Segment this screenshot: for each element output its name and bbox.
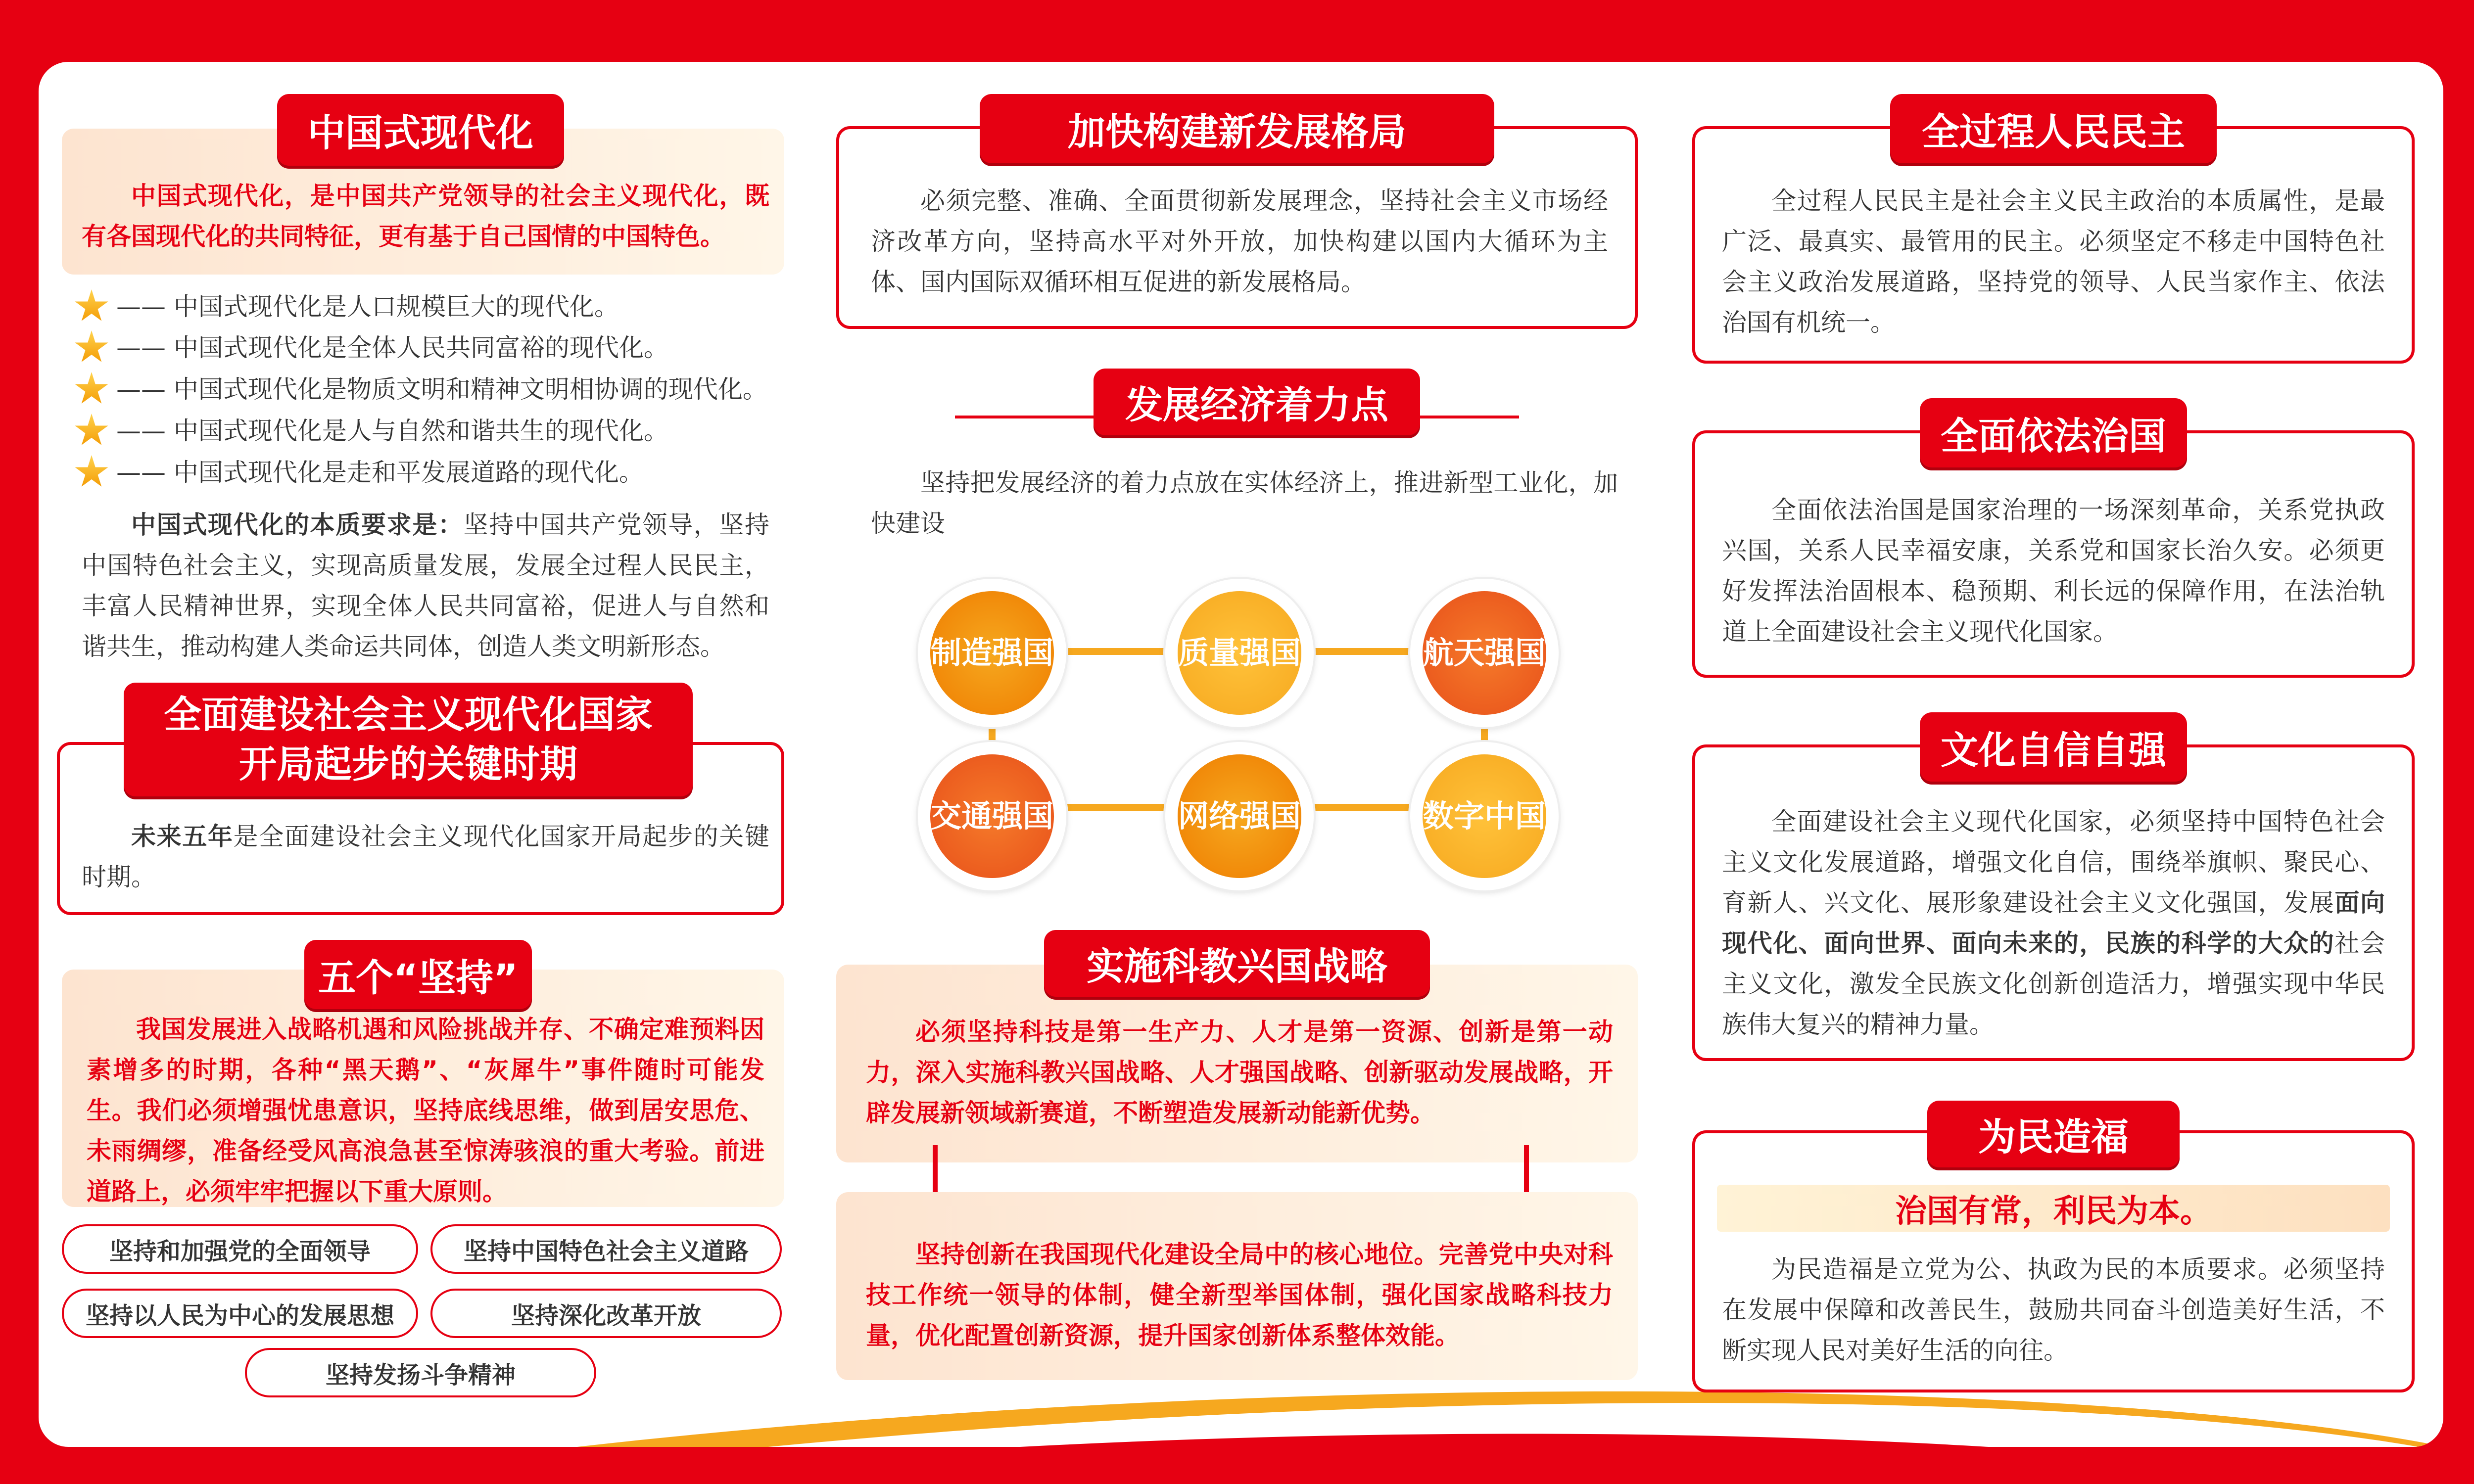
- list-item: —— 中国式现代化是走和平发展道路的现代化。: [116, 458, 644, 487]
- section-text: 必须坚持科技是第一生产力、人才是第一资源、创新是第一动力，深入实施科教兴国战略、人才强国战略、创新驱动发展战略，开辟发展新领域新赛道，不断塑造发展新动能新优势。: [866, 1018, 1613, 1127]
- focus-circle: 制造 强国: [918, 579, 1066, 727]
- focus-circle: 质量 强国: [1165, 579, 1314, 727]
- section-title: 文化自信自强: [1920, 712, 2187, 782]
- section-title: 加快构建新发展格局: [980, 94, 1494, 163]
- text-lead: 未来五年: [131, 822, 234, 851]
- section-text: 全面建设社会主义现代化国家，必须坚持中国特色社会主义文化发展道路，增强文化自信，围绕举旗帜、聚民心、育新人、兴文化、展形象建设社会主义文化强国，发展面向现代化、面向世界、面向未来的，民族的科学的大众的社会主义文化，激发全民族文化创新创造活力，增强实现中华民族伟大复兴的精神力量。: [1722, 807, 2385, 1039]
- focus-circle: 网络 强国: [1165, 742, 1314, 890]
- section-title: 五个“坚持”: [304, 940, 532, 1009]
- section-title: 全过程人民民主: [1890, 94, 2217, 163]
- title-line: 开局起步的关键时期: [239, 742, 577, 786]
- focus-circle: 航天 强国: [1410, 579, 1559, 727]
- principle-pill: 坚持和加强党的全面领导: [62, 1224, 418, 1274]
- intro-text: 中国式现代化，是中国共产党领导的社会主义现代化，既有各国现代化的共同特征，更有基于自己国情的中国特色。: [82, 182, 769, 251]
- list-item: —— 中国式现代化是物质文明和精神文明相协调的现代化。: [116, 375, 767, 404]
- section-text: 全过程人民民主是社会主义民主政治的本质属性，是最广泛、最真实、最管用的民主。必须坚定不移走中国特色社会主义政治发展道路，坚持党的领导、人民当家作主、依法治国有机统一。: [1722, 186, 2385, 337]
- focus-circle: 数字 中国: [1410, 742, 1559, 890]
- principle-pill: 坚持深化改革开放: [430, 1289, 782, 1338]
- section-title: 全面依法治国: [1920, 398, 2187, 467]
- focus-circle: 交通 强国: [918, 742, 1066, 890]
- list-item: —— 中国式现代化是人与自然和谐共生的现代化。: [116, 417, 668, 445]
- title-line: 全面建设社会主义现代化国家: [164, 693, 653, 737]
- principle-pill: 坚持以人民为中心的发展思想: [62, 1289, 418, 1338]
- section-title: 实施科教兴国战略: [1044, 930, 1430, 997]
- section-text: 我国发展进入战略机遇和风险挑战并存、不确定难预料因素增多的时期，各种“黑天鹅”、“灰犀牛”事件随时可能发生。我们必须增强忧患意识，坚持底线思维，做到居安思危、未雨绸缪，准备经受风高浪急甚至惊涛骇浪的重大考验。前进道路上，必须牢牢把握以下重大原则。: [87, 1015, 764, 1206]
- list-item: —— 中国式现代化是全体人民共同富裕的现代化。: [116, 333, 668, 362]
- text-body: 是全面建设社会主义现代化国家开局起步的关键时期。: [82, 822, 770, 891]
- section-text: 坚持把发展经济的着力点放在实体经济上，推进新型工业化，加快建设: [871, 468, 1618, 538]
- section-title: 发展经济着力点: [1094, 369, 1420, 435]
- principle-pill: 坚持发扬斗争精神: [245, 1348, 596, 1397]
- section-text: [82, 816, 769, 897]
- emphasis-text: 面向现代化、面向世界、面向未来的，民族的科学的大众的: [1722, 888, 2385, 958]
- principle-pill: 坚持中国特色社会主义道路: [430, 1224, 782, 1274]
- essence-lead: 中国式现代化的本质要求是：: [131, 510, 464, 539]
- essence-text: [82, 505, 769, 667]
- list-item: —— 中国式现代化是人口规模巨大的现代化。: [116, 292, 619, 321]
- essence-body: 坚持中国共产党领导，坚持中国特色社会主义，实现高质量发展，发展全过程人民民主，丰富人民精神世界，实现全体人民共同富裕，促进人与自然和谐共生，推动构建人类命运共同体，创造人类文明新形态。: [82, 510, 770, 661]
- section-text: 全面依法治国是国家治理的一场深刻革命，关系党执政兴国，关系人民幸福安康，关系党和国家长治久安。必须更好发挥法治固根本、稳预期、利长远的保障作用，在法治轨道上全面建设社会主义现代化国家。: [1722, 496, 2385, 646]
- section-title: [124, 683, 693, 796]
- slogan-banner: 治国有常，利民为本。: [1717, 1185, 2390, 1232]
- section-text: 坚持创新在我国现代化建设全局中的核心地位。完善党中央对科技工作统一领导的体制，健全新型举国体制，强化国家战略科技力量，优化配置创新资源，提升国家创新体系整体效能。: [866, 1240, 1613, 1350]
- section-text: 必须完整、准确、全面贯彻新发展理念，坚持社会主义市场经济改革方向，坚持高水平对外开放，加快构建以国内大循环为主体、国内国际双循环相互促进的新发展格局。: [871, 186, 1608, 296]
- section-title: 为民造福: [1927, 1101, 2180, 1167]
- section-text: 为民造福是立党为公、执政为民的本质要求。必须坚持在发展中保障和改善民生，鼓励共同奋斗创造美好生活，不断实现人民对美好生活的向往。: [1722, 1255, 2385, 1365]
- section-title: 中国式现代化: [277, 94, 564, 166]
